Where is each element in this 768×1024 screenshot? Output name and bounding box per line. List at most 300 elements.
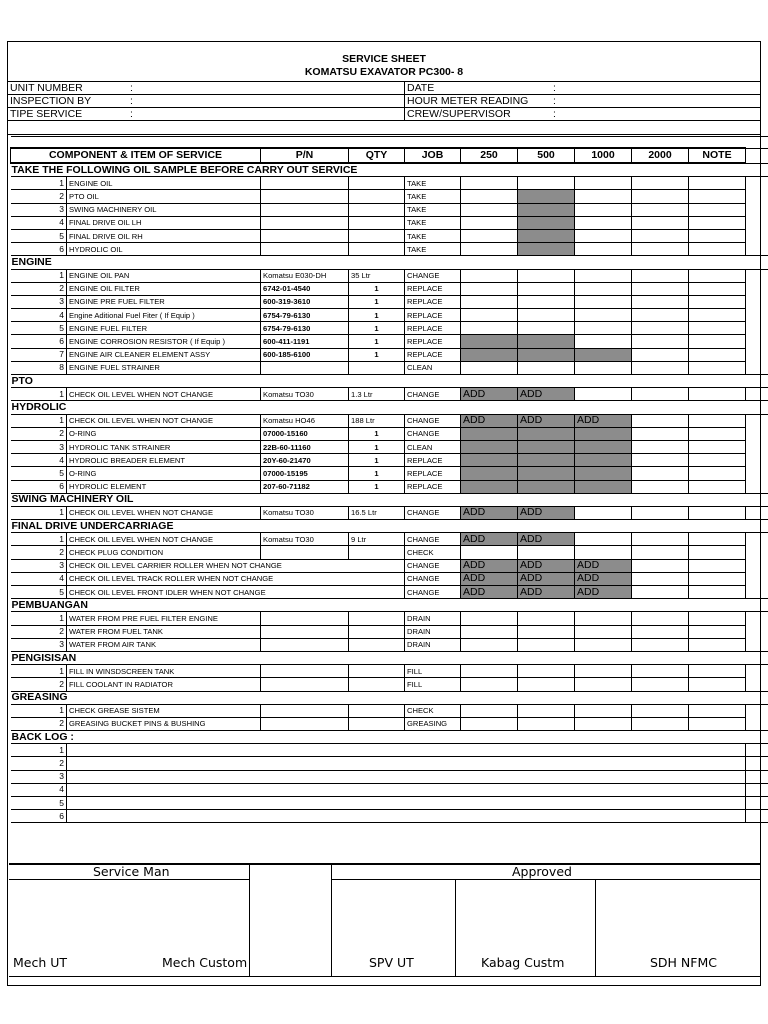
interval-500-cell: ADD xyxy=(518,388,575,401)
interval-250-cell xyxy=(461,269,518,282)
interval-250-cell xyxy=(461,440,518,453)
item-description: GREASING BUCKET PINS & BUSHING xyxy=(67,717,261,730)
interval-2000-cell xyxy=(632,388,689,401)
table-row xyxy=(11,361,768,374)
column-header: P/N xyxy=(261,148,349,163)
interval-1000-cell xyxy=(575,440,632,453)
interval-500-cell xyxy=(518,704,575,717)
job: CHANGE xyxy=(405,559,461,572)
backlog-entry xyxy=(67,770,746,783)
service-man-label: Service Man xyxy=(93,864,170,879)
interval-1000-cell xyxy=(575,177,632,190)
job: CHANGE xyxy=(405,586,461,599)
table-row xyxy=(11,454,768,467)
inspection-by-label: INSPECTION BY xyxy=(10,95,92,107)
quantity xyxy=(349,203,405,216)
job: REPLACE xyxy=(405,322,461,335)
colon: : xyxy=(130,95,133,107)
job: TAKE xyxy=(405,203,461,216)
part-number: 600-185-6100 xyxy=(261,348,349,361)
interval-1000-cell: ADD xyxy=(575,559,632,572)
item-number: 1 xyxy=(11,612,67,625)
table-row xyxy=(11,427,768,440)
note-cell xyxy=(689,559,746,572)
item-description: ENGINE FUEL STRAINER xyxy=(67,361,261,374)
interval-2000-cell xyxy=(632,533,689,546)
section-title: SWING MACHINERY OIL xyxy=(11,493,768,506)
colon: : xyxy=(130,108,133,120)
note-cell xyxy=(689,454,746,467)
note-cell xyxy=(689,348,746,361)
interval-2000-cell xyxy=(632,203,689,216)
interval-250-cell xyxy=(461,348,518,361)
interval-1000-cell xyxy=(575,190,632,203)
table-row xyxy=(11,572,768,585)
table-row xyxy=(11,586,768,599)
backlog-row xyxy=(11,757,768,770)
note-cell xyxy=(689,282,746,295)
interval-500-cell xyxy=(518,440,575,453)
interval-1000-cell xyxy=(575,638,632,651)
interval-2000-cell xyxy=(632,243,689,256)
interval-250-cell: ADD xyxy=(461,533,518,546)
quantity xyxy=(349,361,405,374)
backlog-title: BACK LOG : xyxy=(11,731,768,744)
interval-1000-cell xyxy=(575,203,632,216)
interval-500-cell: ADD xyxy=(518,586,575,599)
table-row xyxy=(11,440,768,453)
interval-1000-cell: ADD xyxy=(575,414,632,427)
item-number: 2 xyxy=(11,546,67,559)
divider xyxy=(249,863,250,977)
mech-custom-label: Mech Custom xyxy=(162,955,248,970)
service-sheet xyxy=(7,41,761,986)
item-number: 3 xyxy=(11,638,67,651)
job: REPLACE xyxy=(405,480,461,493)
item-description: CHECK OIL LEVEL FRONT IDLER WHEN NOT CHANGE xyxy=(67,586,405,599)
quantity: 1.3 Ltr xyxy=(349,388,405,401)
section-title: HYDROLIC xyxy=(11,401,768,414)
interval-500-cell xyxy=(518,282,575,295)
item-description: FILL COOLANT IN RADIATOR xyxy=(67,678,261,691)
interval-250-cell xyxy=(461,638,518,651)
interval-2000-cell xyxy=(632,282,689,295)
item-number: 1 xyxy=(11,414,67,427)
section-header xyxy=(11,691,768,704)
note-cell xyxy=(689,665,746,678)
interval-500-cell xyxy=(518,361,575,374)
interval-1000-cell xyxy=(575,216,632,229)
note-cell xyxy=(689,467,746,480)
item-number: 4 xyxy=(11,309,67,322)
column-header: 2000 xyxy=(632,148,689,163)
interval-500-cell xyxy=(518,177,575,190)
interval-2000-cell xyxy=(632,586,689,599)
section-title: TAKE THE FOLLOWING OIL SAMPLE BEFORE CARRY OUT SERVICE xyxy=(11,163,768,177)
item-description: HYDROLIC TANK STRAINER xyxy=(67,440,261,453)
quantity: 188 Ltr xyxy=(349,414,405,427)
note-cell xyxy=(689,427,746,440)
job: REPLACE xyxy=(405,335,461,348)
section-header xyxy=(11,493,768,506)
backlog-row xyxy=(11,783,768,796)
job: CHANGE xyxy=(405,269,461,282)
note-cell xyxy=(689,704,746,717)
interval-500-cell xyxy=(518,335,575,348)
part-number: Komatsu TO30 xyxy=(261,388,349,401)
table-row xyxy=(11,665,768,678)
quantity: 9 Ltr xyxy=(349,533,405,546)
backlog-number: 5 xyxy=(11,797,67,810)
part-number xyxy=(261,229,349,242)
interval-2000-cell xyxy=(632,216,689,229)
item-description: CHECK OIL LEVEL TRACK ROLLER WHEN NOT CHANGE xyxy=(67,572,405,585)
interval-1000-cell xyxy=(575,480,632,493)
item-number: 1 xyxy=(11,388,67,401)
interval-1000-cell xyxy=(575,348,632,361)
backlog-note xyxy=(746,770,768,783)
interval-1000-cell xyxy=(575,704,632,717)
colon: : xyxy=(553,95,556,107)
interval-1000-cell xyxy=(575,243,632,256)
table-row xyxy=(11,480,768,493)
part-number: 207-60-71182 xyxy=(261,480,349,493)
table-row xyxy=(11,269,768,282)
interval-2000-cell xyxy=(632,625,689,638)
item-description: ENGINE PRE FUEL FILTER xyxy=(67,295,261,308)
column-header: NOTE xyxy=(689,148,746,163)
item-description: ENGINE OIL xyxy=(67,177,261,190)
interval-1000-cell xyxy=(575,612,632,625)
interval-2000-cell xyxy=(632,348,689,361)
tipe-service-label: TIPE SERVICE xyxy=(10,108,83,120)
job: FILL xyxy=(405,678,461,691)
job: CHANGE xyxy=(405,506,461,519)
job: CHECK xyxy=(405,546,461,559)
part-number: 07000-15195 xyxy=(261,467,349,480)
item-description: FINAL DRIVE OIL RH xyxy=(67,229,261,242)
quantity xyxy=(349,243,405,256)
item-number: 4 xyxy=(11,572,67,585)
part-number xyxy=(261,243,349,256)
part-number xyxy=(261,625,349,638)
backlog-row xyxy=(11,770,768,783)
interval-2000-cell xyxy=(632,559,689,572)
part-number xyxy=(261,546,349,559)
item-description: CHECK OIL LEVEL CARRIER ROLLER WHEN NOT CHANGE xyxy=(67,559,405,572)
item-number: 3 xyxy=(11,295,67,308)
interval-2000-cell xyxy=(632,480,689,493)
table-row xyxy=(11,612,768,625)
part-number: 20Y-60-21470 xyxy=(261,454,349,467)
divider xyxy=(404,81,405,120)
column-header: COMPONENT & ITEM OF SERVICE xyxy=(11,148,261,163)
note-cell xyxy=(689,414,746,427)
interval-250-cell xyxy=(461,229,518,242)
part-number: 6754-79-6130 xyxy=(261,309,349,322)
item-description: CHECK OIL LEVEL WHEN NOT CHANGE xyxy=(67,414,261,427)
interval-250-cell xyxy=(461,467,518,480)
interval-2000-cell xyxy=(632,612,689,625)
item-description: PTO OIL xyxy=(67,190,261,203)
interval-1000-cell xyxy=(575,295,632,308)
interval-2000-cell xyxy=(632,335,689,348)
interval-250-cell: ADD xyxy=(461,586,518,599)
interval-500-cell xyxy=(518,190,575,203)
note-cell xyxy=(689,269,746,282)
backlog-row xyxy=(11,797,768,810)
interval-2000-cell xyxy=(632,717,689,730)
spacer xyxy=(11,137,768,149)
table-row xyxy=(11,295,768,308)
part-number xyxy=(261,177,349,190)
interval-1000-cell xyxy=(575,506,632,519)
interval-500-cell xyxy=(518,243,575,256)
colon: : xyxy=(553,108,556,120)
interval-250-cell xyxy=(461,177,518,190)
interval-500-cell: ADD xyxy=(518,414,575,427)
interval-2000-cell xyxy=(632,440,689,453)
item-description: WATER FROM AIR TANK xyxy=(67,638,261,651)
quantity xyxy=(349,665,405,678)
hour-meter-label: HOUR METER READING xyxy=(407,95,529,107)
item-description: SWING MACHINERY OIL xyxy=(67,203,261,216)
interval-500-cell xyxy=(518,678,575,691)
item-number: 5 xyxy=(11,229,67,242)
item-description: ENGINE FUEL FILTER xyxy=(67,322,261,335)
interval-1000-cell xyxy=(575,678,632,691)
part-number xyxy=(261,216,349,229)
interval-250-cell xyxy=(461,216,518,229)
part-number: Komatsu TO30 xyxy=(261,533,349,546)
job: FILL xyxy=(405,665,461,678)
interval-500-cell xyxy=(518,203,575,216)
interval-2000-cell xyxy=(632,572,689,585)
job: REPLACE xyxy=(405,309,461,322)
note-cell xyxy=(689,388,746,401)
backlog-entry xyxy=(67,757,746,770)
note-cell xyxy=(689,612,746,625)
interval-250-cell xyxy=(461,309,518,322)
kabag-custm-label: Kabag Custm xyxy=(481,955,565,970)
job: CHANGE xyxy=(405,427,461,440)
interval-250-cell xyxy=(461,665,518,678)
divider xyxy=(8,134,760,135)
note-cell xyxy=(689,361,746,374)
item-description: WATER FROM FUEL TANK xyxy=(67,625,261,638)
job: REPLACE xyxy=(405,348,461,361)
section-title: FINAL DRIVE UNDERCARRIAGE xyxy=(11,520,768,533)
interval-500-cell xyxy=(518,269,575,282)
interval-2000-cell xyxy=(632,177,689,190)
part-number xyxy=(261,638,349,651)
part-number xyxy=(261,678,349,691)
item-number: 5 xyxy=(11,467,67,480)
quantity xyxy=(349,177,405,190)
job: TAKE xyxy=(405,190,461,203)
interval-250-cell xyxy=(461,335,518,348)
divider xyxy=(8,94,760,95)
job: TAKE xyxy=(405,216,461,229)
section-title: PTO xyxy=(11,375,768,388)
backlog-number: 3 xyxy=(11,770,67,783)
item-number: 6 xyxy=(11,243,67,256)
quantity xyxy=(349,216,405,229)
backlog-note xyxy=(746,783,768,796)
interval-500-cell xyxy=(518,322,575,335)
note-cell xyxy=(689,335,746,348)
backlog-entry xyxy=(67,797,746,810)
item-number: 2 xyxy=(11,717,67,730)
interval-500-cell xyxy=(518,625,575,638)
table-row xyxy=(11,625,768,638)
interval-2000-cell xyxy=(632,546,689,559)
quantity: 1 xyxy=(349,322,405,335)
item-description: HYDROLIC OIL xyxy=(67,243,261,256)
note-cell xyxy=(689,243,746,256)
interval-2000-cell xyxy=(632,665,689,678)
quantity: 1 xyxy=(349,440,405,453)
quantity xyxy=(349,612,405,625)
part-number xyxy=(261,203,349,216)
column-header: 1000 xyxy=(575,148,632,163)
item-description: CHECK GREASE SISTEM xyxy=(67,704,261,717)
item-number: 3 xyxy=(11,203,67,216)
item-description: FILL IN WINSDSCREEN TANK xyxy=(67,665,261,678)
interval-500-cell: ADD xyxy=(518,572,575,585)
table-row xyxy=(11,243,768,256)
item-description: CHECK OIL LEVEL WHEN NOT CHANGE xyxy=(67,388,261,401)
divider xyxy=(331,879,760,880)
item-number: 2 xyxy=(11,190,67,203)
interval-2000-cell xyxy=(632,704,689,717)
item-number: 7 xyxy=(11,348,67,361)
service-table xyxy=(10,136,768,823)
note-cell xyxy=(689,678,746,691)
note-cell xyxy=(689,229,746,242)
interval-2000-cell xyxy=(632,414,689,427)
interval-500-cell xyxy=(518,216,575,229)
item-number: 3 xyxy=(11,559,67,572)
interval-1000-cell xyxy=(575,427,632,440)
interval-250-cell: ADD xyxy=(461,414,518,427)
part-number: 6742-01-4540 xyxy=(261,282,349,295)
backlog-number: 2 xyxy=(11,757,67,770)
interval-250-cell xyxy=(461,282,518,295)
interval-2000-cell xyxy=(632,361,689,374)
job: DRAIN xyxy=(405,625,461,638)
quantity xyxy=(349,717,405,730)
item-description: HYDROLIC BREADER ELEMENT xyxy=(67,454,261,467)
job: CHECK xyxy=(405,704,461,717)
part-number xyxy=(261,665,349,678)
mech-ut-label: Mech UT xyxy=(13,955,68,970)
sheet-title: SERVICE SHEET xyxy=(342,53,426,65)
interval-1000-cell xyxy=(575,229,632,242)
section-header xyxy=(11,731,768,744)
interval-500-cell xyxy=(518,295,575,308)
interval-2000-cell xyxy=(632,322,689,335)
item-number: 8 xyxy=(11,361,67,374)
interval-2000-cell xyxy=(632,269,689,282)
spacer-row xyxy=(11,137,768,149)
interval-250-cell xyxy=(461,612,518,625)
interval-250-cell xyxy=(461,454,518,467)
approved-label: Approved xyxy=(512,864,572,879)
table-row xyxy=(11,559,768,572)
interval-1000-cell xyxy=(575,335,632,348)
unit-number-label: UNIT NUMBER xyxy=(10,82,83,94)
part-number: 600-411-1191 xyxy=(261,335,349,348)
backlog-entry xyxy=(67,810,746,823)
table-row xyxy=(11,229,768,242)
part-number: 07000-15160 xyxy=(261,427,349,440)
item-description: HYDROLIC ELEMENT xyxy=(67,480,261,493)
interval-250-cell: ADD xyxy=(461,506,518,519)
table-row xyxy=(11,216,768,229)
quantity xyxy=(349,638,405,651)
quantity: 1 xyxy=(349,480,405,493)
interval-1000-cell: ADD xyxy=(575,586,632,599)
job: REPLACE xyxy=(405,295,461,308)
interval-500-cell xyxy=(518,309,575,322)
divider xyxy=(331,863,332,977)
quantity: 1 xyxy=(349,335,405,348)
divider xyxy=(8,120,760,121)
job: REPLACE xyxy=(405,282,461,295)
interval-2000-cell xyxy=(632,427,689,440)
job: CHANGE xyxy=(405,572,461,585)
interval-500-cell xyxy=(518,348,575,361)
job: REPLACE xyxy=(405,454,461,467)
quantity xyxy=(349,229,405,242)
section-title: PEMBUANGAN xyxy=(11,599,768,612)
item-number: 1 xyxy=(11,269,67,282)
item-number: 1 xyxy=(11,506,67,519)
quantity: 1 xyxy=(349,427,405,440)
part-number: 6754-79-6130 xyxy=(261,322,349,335)
interval-2000-cell xyxy=(632,190,689,203)
table-row xyxy=(11,322,768,335)
interval-1000-cell xyxy=(575,269,632,282)
job: REPLACE xyxy=(405,467,461,480)
table-row xyxy=(11,309,768,322)
interval-500-cell xyxy=(518,665,575,678)
interval-2000-cell xyxy=(632,295,689,308)
interval-1000-cell xyxy=(575,309,632,322)
interval-2000-cell xyxy=(632,638,689,651)
quantity: 1 xyxy=(349,467,405,480)
backlog-note xyxy=(746,810,768,823)
section-header xyxy=(11,401,768,414)
interval-2000-cell xyxy=(632,467,689,480)
item-number: 1 xyxy=(11,704,67,717)
item-number: 1 xyxy=(11,665,67,678)
backlog-note xyxy=(746,757,768,770)
note-cell xyxy=(689,638,746,651)
item-description: CHECK PLUG CONDITION xyxy=(67,546,261,559)
item-description: WATER FROM PRE FUEL FILTER ENGINE xyxy=(67,612,261,625)
item-description: FINAL DRIVE OIL LH xyxy=(67,216,261,229)
interval-250-cell: ADD xyxy=(461,559,518,572)
job: TAKE xyxy=(405,229,461,242)
interval-250-cell: ADD xyxy=(461,572,518,585)
interval-1000-cell xyxy=(575,282,632,295)
note-cell xyxy=(689,506,746,519)
note-cell xyxy=(689,546,746,559)
item-number: 5 xyxy=(11,322,67,335)
table-row xyxy=(11,190,768,203)
